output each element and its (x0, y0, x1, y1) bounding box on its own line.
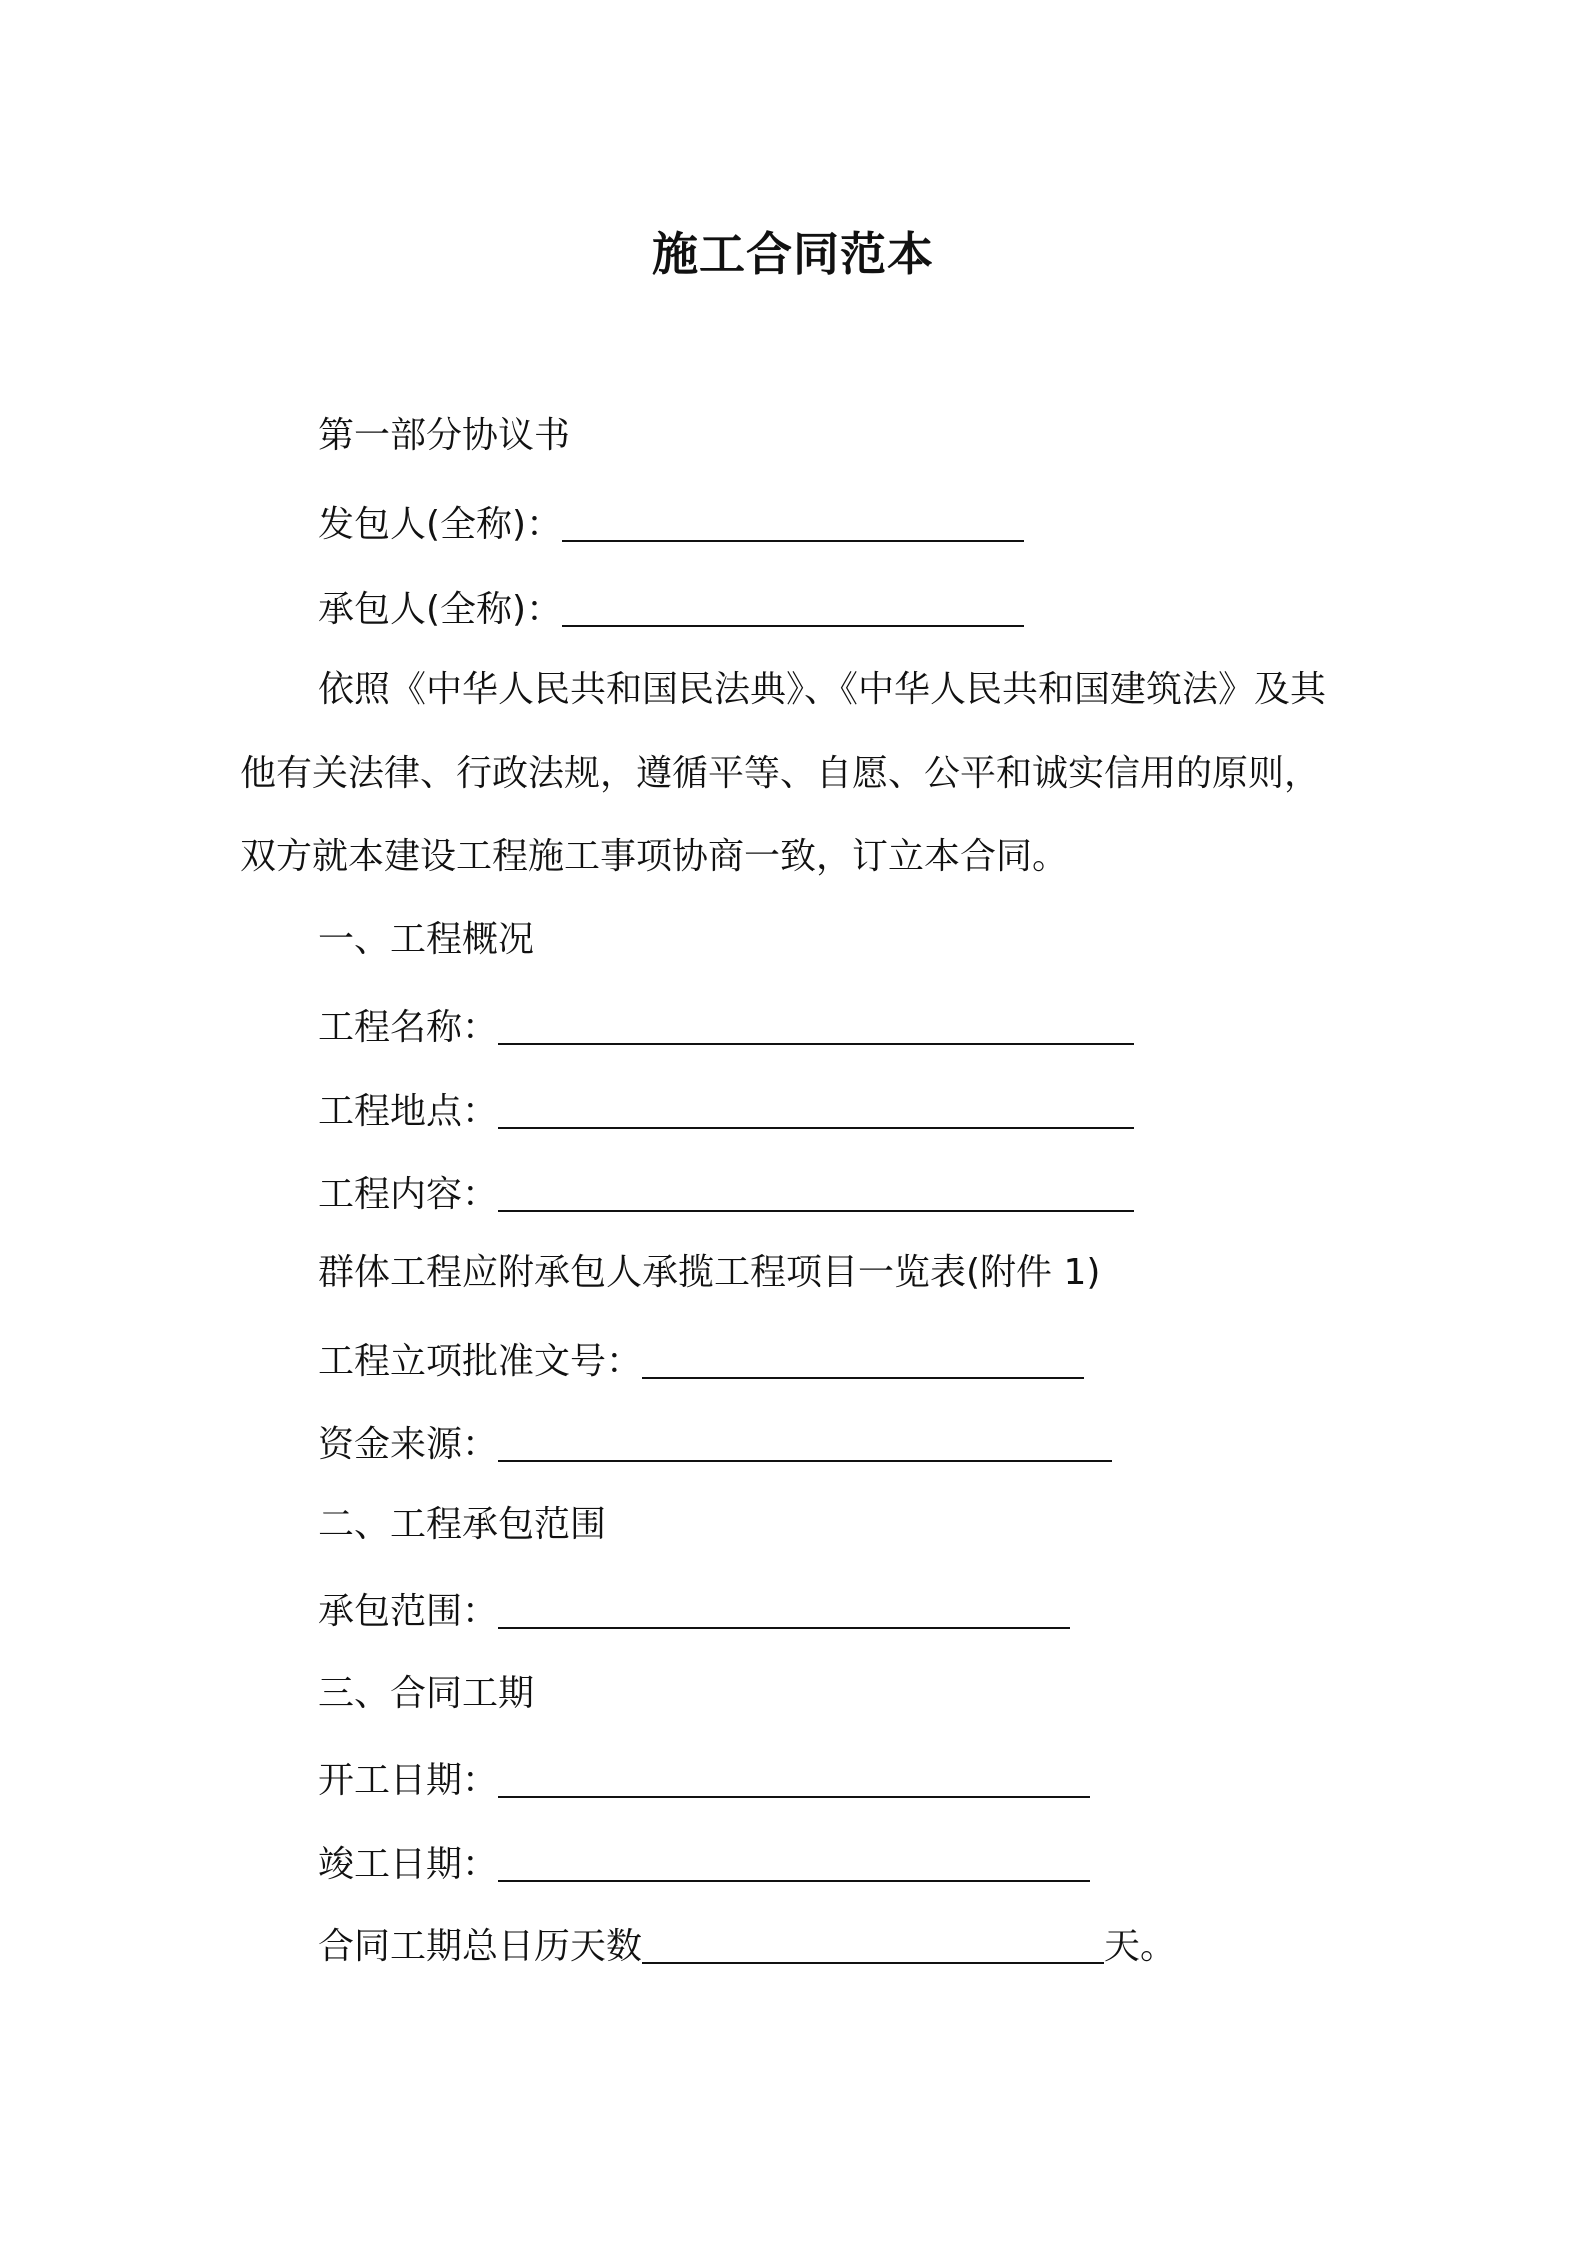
total-days-field (318, 1925, 1176, 1969)
section2-heading: 二、工程承包范围 (318, 1504, 607, 1545)
employer-label: 发包人(全称)： (318, 504, 563, 545)
project-location-label: 工程地点： (318, 1091, 499, 1132)
preamble-line-1: 依照《中华人民共和国民法典》、《中华人民共和国建筑法》及其 (318, 669, 1327, 710)
section1-heading: 一、工程概况 (318, 919, 535, 960)
group-note: 群体工程应附承包人承揽工程项目一览表(附件 1) (318, 1252, 1101, 1293)
completion-date-blank[interactable] (498, 1844, 1090, 1882)
scope-field (318, 1590, 1070, 1634)
start-date-label: 开工日期： (318, 1760, 499, 1801)
employer-field (318, 503, 1024, 547)
total-days-blank[interactable] (642, 1926, 1104, 1964)
funding-blank[interactable] (498, 1424, 1112, 1462)
contractor-label: 承包人(全称)： (318, 589, 563, 630)
completion-date-field (318, 1843, 1090, 1887)
project-content-blank[interactable] (498, 1174, 1134, 1212)
funding-field (318, 1423, 1112, 1467)
part-heading: 第一部分协议书 (318, 415, 571, 456)
project-location-field (318, 1090, 1134, 1134)
project-name-field (318, 1006, 1134, 1050)
total-days-suffix: 天。 (1104, 1926, 1177, 1967)
employer-blank[interactable] (562, 504, 1024, 542)
project-location-blank[interactable] (498, 1091, 1134, 1129)
scope-blank[interactable] (498, 1591, 1070, 1629)
scope-label: 承包范围： (318, 1591, 499, 1632)
preamble-line-2: 他有关法律、行政法规，遵循平等、自愿、公平和诚实信用的原则， (240, 753, 1321, 794)
completion-date-label: 竣工日期： (318, 1844, 499, 1885)
funding-label: 资金来源： (318, 1424, 499, 1465)
project-content-field (318, 1173, 1134, 1217)
start-date-field (318, 1759, 1090, 1803)
preamble-line-3: 双方就本建设工程施工事项协商一致，订立本合同。 (240, 836, 1069, 877)
contractor-blank[interactable] (562, 589, 1024, 627)
project-name-label: 工程名称： (318, 1007, 499, 1048)
start-date-blank[interactable] (498, 1760, 1090, 1798)
project-content-label: 工程内容： (318, 1174, 499, 1215)
contractor-field (318, 588, 1024, 632)
approval-no-field (318, 1340, 1084, 1384)
approval-no-label: 工程立项批准文号： (318, 1341, 643, 1382)
document-title: 施工合同范本 (652, 227, 934, 281)
approval-no-blank[interactable] (642, 1341, 1084, 1379)
section3-heading: 三、合同工期 (318, 1673, 535, 1714)
project-name-blank[interactable] (498, 1007, 1134, 1045)
total-days-label: 合同工期总日历天数 (318, 1926, 643, 1967)
